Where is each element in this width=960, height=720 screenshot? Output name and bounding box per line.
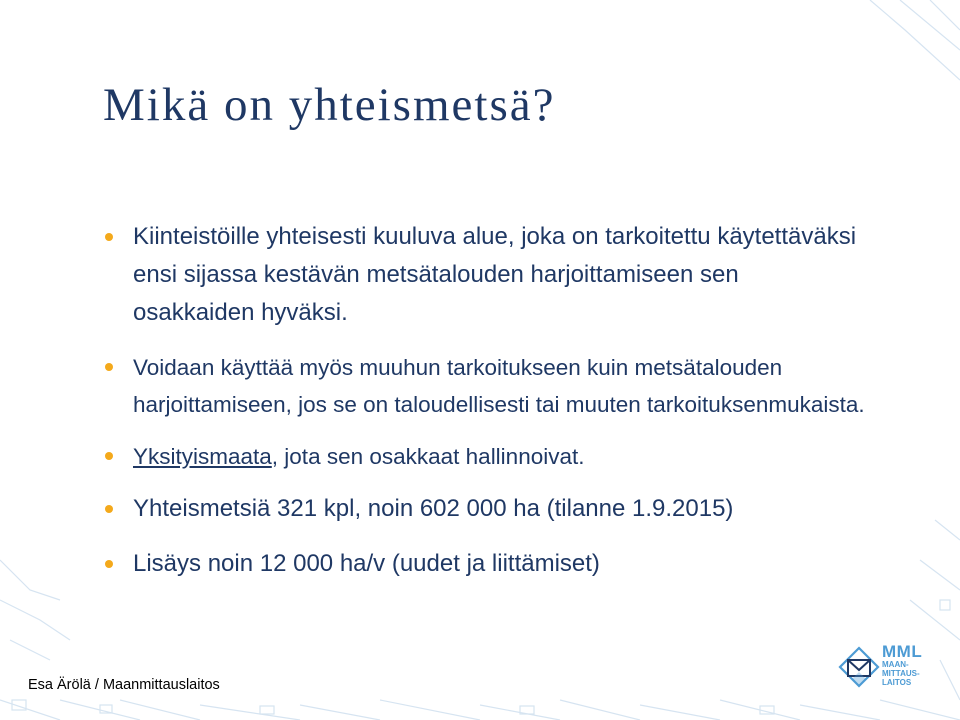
logo-sub-text: MAAN- MITTAUS- LAITOS (882, 660, 920, 687)
logo-main-text: MML (882, 642, 923, 661)
bullet-dot-icon (105, 560, 113, 568)
bullet-item (105, 218, 865, 332)
bullet-text: Voidaan käyttää myös muuhun tarkoitukseen kuin metsätalouden harjoittamiseen, jos se on taloudellisesti tai muuten tarkoituksenmukaista. (133, 355, 865, 417)
bullet-dot-icon (105, 233, 113, 241)
bullet-item (105, 490, 865, 528)
mml-logo (838, 640, 938, 700)
bullet-dot-icon (105, 363, 113, 371)
bullet-list (105, 218, 865, 600)
bullet-text-rest: , jota sen osakkaat hallinnoivat. (271, 444, 585, 469)
bullet-text: Yhteismetsiä 321 kpl, noin 602 000 ha (tilanne 1.9.2015) (133, 495, 734, 522)
bullet-text: Lisäys noin 12 000 ha/v (uudet ja liittämiset) (133, 550, 600, 577)
bullet-item (105, 545, 865, 583)
underlined-term: Yksityismaata (133, 444, 272, 469)
footer-author: Esa Ärölä / Maanmittauslaitos (28, 677, 220, 693)
bullet-dot-icon (105, 452, 113, 460)
bullet-text (133, 444, 585, 469)
bullet-item (105, 438, 865, 475)
mml-logo-icon (838, 646, 880, 688)
bullet-dot-icon (105, 505, 113, 513)
slide-title: Mikä on yhteismetsä? (103, 79, 556, 131)
bullet-item (105, 349, 865, 423)
bullet-text: Kiinteistöille yhteisesti kuuluva alue, joka on tarkoitettu käytettäväksi ensi sijassa kestävän metsätalouden harjoittamiseen sen osakkaiden hyväksi. (133, 223, 857, 326)
